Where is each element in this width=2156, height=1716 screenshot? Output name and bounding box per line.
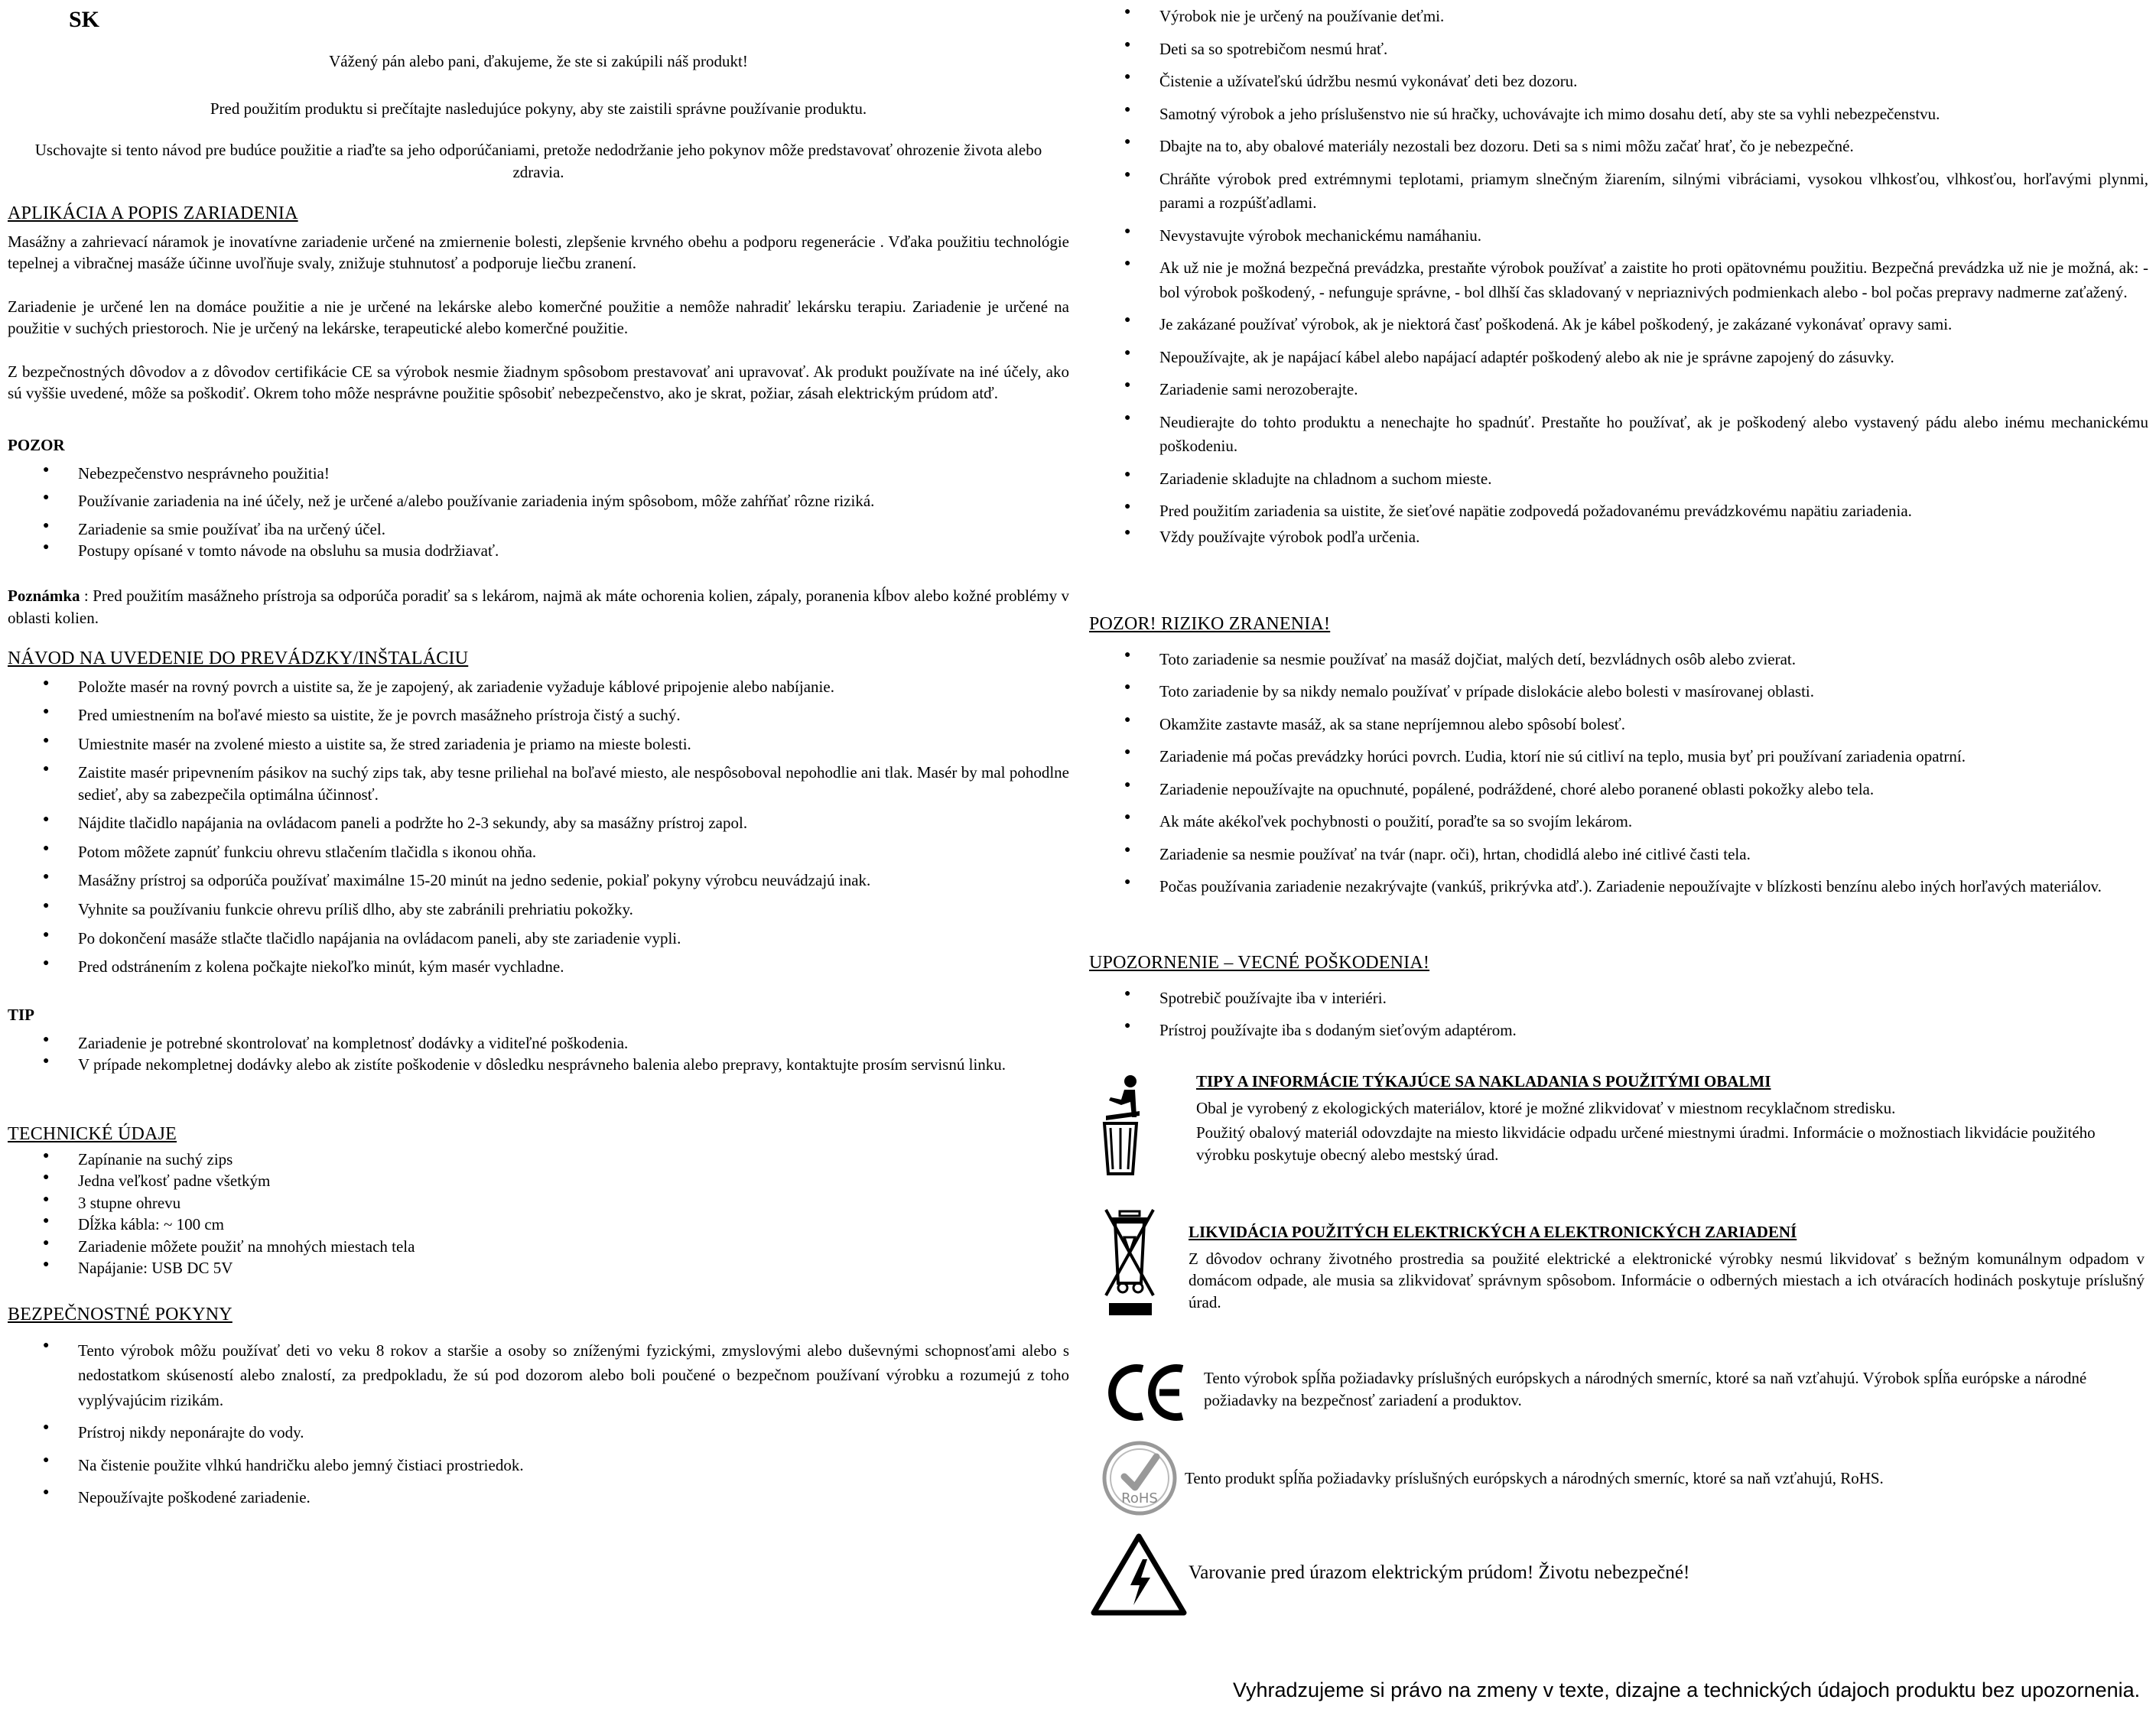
list-item: ● Vždy používajte výrobok podľa určenia. <box>1089 525 2148 550</box>
application-section <box>8 201 1069 405</box>
application-p3: Z bezpečnostných dôvodov a z dôvodov certifikácie CE sa výrobok nesmie žiadnym spôsobom prestavovať ani upravovať. Ak produkt používate na iné účely, ako sú vyššie uvedené, môže sa poškodiť. Okrem toho môže nesprávne použitie spôsobiť nebezpečenstvo, ako je skrat, požiar, zásah elektrickým prúdom atď. <box>8 362 1069 403</box>
note-label: Poznámka <box>8 587 80 605</box>
list-item: ● Ak máte akékoľvek pochybnosti o použití, poraďte sa so svojím lekárom. <box>1089 810 2148 834</box>
list-item: ● Zariadenie sa nesmie používať na tvár (napr. oči), hrtan, chodidlá alebo iné citlivé časti tela. <box>1089 843 2148 867</box>
tip-section <box>8 1004 1069 1076</box>
greeting: Vážený pán alebo pani, ďakujeme, že ste si zakúpili náš produkt! <box>329 52 748 70</box>
list-item: ● Samotný výrobok a jeho príslušenstvo nie sú hračky, uchovávajte ich mimo dosahu detí, aby ste sa vyhli nebezpečenstvu. <box>1089 102 2148 127</box>
list-item: ● Jedna veľkosť padne všetkým <box>8 1170 1069 1192</box>
property-section <box>1089 951 2148 1043</box>
note <box>8 585 1069 629</box>
caution-list <box>8 463 1069 562</box>
list-item: ● Používanie zariadenia na iné účely, než je určené a/alebo používanie zariadenia iným spôsobom, môže zahŕňať rôzne riziká. <box>8 490 1069 512</box>
injury-section <box>1089 612 2148 899</box>
safety-list <box>8 1338 1069 1510</box>
tech-section <box>8 1122 1069 1279</box>
list-item: ● Postupy opísané v tomto návode na obsluhu sa musia dodržiavať. <box>8 540 1069 562</box>
weee-title: LIKVIDÁCIA POUŽITÝCH ELEKTRICKÝCH A ELEKTRONICKÝCH ZARIADENÍ <box>1189 1223 1797 1241</box>
caution-title: POZOR <box>8 436 65 454</box>
list-item: ● Dĺžka kábla: ~ 100 cm <box>8 1214 1069 1236</box>
ce-mark-icon <box>1104 1363 1189 1422</box>
tip-list <box>8 1032 1069 1076</box>
install-section <box>8 646 1069 978</box>
list-item: ● Toto zariadenie sa nesmie používať na masáž dojčiat, malých detí, bezvládnych osôb alebo zvierat. <box>1089 648 2148 672</box>
list-item: ● Potom môžete zapnúť funkciu ohrevu stlačením tlačidla s ikonou ohňa. <box>8 841 1069 863</box>
tech-list <box>8 1149 1069 1279</box>
electric-text: Varovanie pred úrazom elektrickým prúdom! Životu nebezpečné! <box>1189 1562 1690 1583</box>
list-item: ● Ak už nie je možná bezpečná prevádzka, prestaňte výrobok používať a zaistite ho proti opätovnému použitiu. Bezpečná prevádzka už nie je možná, ak: - bol výrobok poškodený, - nefunguje správne, - bol dlhší čas skladovaný v nepriaznivých podmienkach alebo - bol počas prepravy nadmerne zaťažený. <box>1089 256 2148 304</box>
list-item: ● Pred odstránením z kolena počkajte niekoľko minút, kým masér vychladne. <box>8 956 1069 978</box>
list-item: ● Zariadenie sa smie používať iba na určený účel. <box>8 518 1069 541</box>
list-item: ● Zariadenie môžete použiť na mnohých miestach tela <box>8 1236 1069 1258</box>
list-item: ● Masážny prístroj sa odporúča používať maximálne 15-20 minút na jedno sedenie, pokiaľ pokyny výrobcu neuvádzajú inak. <box>8 869 1069 892</box>
list-item: ● Umiestnite masér na zvolené miesto a uistite sa, že stred zariadenia je priamo na mieste bolesti. <box>8 733 1069 756</box>
list-item: ● Nepoužívajte poškodené zariadenie. <box>8 1485 1069 1510</box>
packaging-title: TIPY A INFORMÁCIE TÝKAJÚCE SA NAKLADANIA S POUŽITÝMI OBALMI <box>1196 1072 1771 1090</box>
list-item: ● 3 stupne ohrevu <box>8 1192 1069 1214</box>
list-item: ● Po dokončení masáže stlačte tlačidlo napájania na ovládacom paneli, aby ste zariadenie vypli. <box>8 928 1069 950</box>
injury-title: POZOR! RIZIKO ZRANENIA! <box>1089 614 1331 634</box>
list-item: ● Zapínanie na suchý zips <box>8 1149 1069 1171</box>
ce-text: Tento výrobok spĺňa požiadavky príslušných európskych a národných smerníc, ktoré sa naň vzťahujú. Výrobok spĺňa európske a národné požiadavky na bezpečnosť zariadení a produktov. <box>1204 1369 2087 1409</box>
injury-list <box>1089 648 2148 899</box>
list-item: ● Prístroj nikdy neponárajte do vody. <box>8 1420 1069 1445</box>
tech-title: TECHNICKÉ ÚDAJE <box>8 1124 177 1144</box>
list-item: ● Zariadenie skladujte na chladnom a suchom mieste. <box>1089 467 2148 492</box>
list-item: ● Zaistite masér pripevnením pásikov na suchý zips tak, aby tesne priliehal na boľavé miesto, ale nespôsoboval nepohodlie ani tlak. Masér by mal pohodlne sedieť, aby sa zabezpečila optimálna účinnosť. <box>8 762 1069 805</box>
recycle-bin-person-icon <box>1098 1074 1141 1175</box>
install-list <box>8 676 1069 978</box>
crossed-out-bin-icon <box>1103 1207 1156 1318</box>
list-item: ● Napájanie: USB DC 5V <box>8 1257 1069 1279</box>
list-item: ● Položte masér na rovný povrch a uistite sa, že je zapojený, ak zariadenie vyžaduje káblové pripojenie alebo nabíjanie. <box>8 676 1069 698</box>
list-item: ● Nebezpečenstvo nesprávneho použitia! <box>8 463 1069 485</box>
list-item: ● Nájdite tlačidlo napájania na ovládacom paneli a podržte ho 2-3 sekundy, aby sa masážny prístroj zapol. <box>8 812 1069 834</box>
list-item: ● Prístroj používajte iba s dodaným sieťovým adaptérom. <box>1089 1019 2148 1043</box>
weee-text: Z dôvodov ochrany životného prostredia sa použité elektrické a elektronické výrobky nesmú likvidovať s bežným komunálnym odpadom v domácom odpade, ale musia sa zlikvidovať správnym spôsobom. Informácie o odberných miestach a ich otváracích hodinách poskytuje príslušný úrad. <box>1189 1249 2145 1311</box>
list-item: ● Zariadenie má počas prevádzky horúci povrch. Ľudia, ktorí nie sú citliví na teplo, musia byť pri používaní zariadenia opatrní. <box>1089 745 2148 769</box>
rohs-mark-label: RoHS <box>1121 1490 1158 1506</box>
list-item: ● Tento výrobok môžu používať deti vo veku 8 rokov a staršie a osoby so zníženými fyzickými, zmyslovými alebo duševnými schopnosťami alebo s nedostatkom skúseností alebo znalostí, za predpokladu, že sú pod dozorom alebo boli poučené o bezpečnom používaní výrobku a rozumejú z toho vyplývajúcim rizikám. <box>8 1338 1069 1413</box>
list-item: ● Spotrebič používajte iba v interiéri. <box>1089 986 2148 1011</box>
list-item: ● Toto zariadenie by sa nikdy nemalo používať v prípade dislokácie alebo bolesti v masírovanej oblasti. <box>1089 680 2148 704</box>
list-item: ● Pred umiestnením na boľavé miesto sa uistite, že je povrch masážneho prístroja čistý a suchý. <box>8 704 1069 726</box>
install-title: NÁVOD NA UVEDENIE DO PREVÁDZKY/INŠTALÁCIU <box>8 648 469 668</box>
list-item: ● Je zakázané používať výrobok, ak je niektorá časť poškodená. Ak je kábel poškodený, je zakázané vykonávať opravy sami. <box>1089 313 2148 337</box>
tip-title: TIP <box>8 1006 35 1024</box>
list-item: ● Zariadenie sami nerozoberajte. <box>1089 378 2148 402</box>
property-list <box>1089 986 2148 1043</box>
safety-title: BEZPEČNOSTNÉ POKYNY <box>8 1305 233 1324</box>
list-item: ● Počas používania zariadenie nezakrývajte (vankúš, prikrývka atď.). Zariadenie nepoužívajte v blízkosti benzínu alebo iných horľavých materiálov. <box>1089 875 2148 899</box>
list-item: ● Výrobok nie je určený na používanie deťmi. <box>1089 5 2148 29</box>
property-title: UPOZORNENIE – VECNÉ POŠKODENIA! <box>1089 953 1430 973</box>
list-item: ● Zariadenie nepoužívajte na opuchnuté, popálené, podráždené, choré alebo poranené oblasti pokožky alebo tela. <box>1089 778 2148 802</box>
list-item: ● Čistenie a užívateľskú údržbu nesmú vykonávať deti bez dozoru. <box>1089 70 2148 94</box>
application-p2: Zariadenie je určené len na domáce použitie a nie je určené na lekárske alebo komerčné použitie a nemôže nahradiť lekársku terapiu. Zariadenie je určené na použitie v suchých priestoroch. Nie je určený na lekárske, terapeutické alebo komerčné použitie. <box>8 297 1069 338</box>
application-title: APLIKÁCIA A POPIS ZARIADENIA <box>8 203 298 223</box>
list-item: ● Pred použitím zariadenia sa uistite, že sieťové napätie zodpovedá požadovanému prevádzkovému napätiu zariadenia. <box>1089 499 2148 524</box>
rohs-text: Tento produkt spĺňa požiadavky príslušných európskych a národných smerníc, ktoré sa naň vzťahujú, RoHS. <box>1185 1469 1884 1487</box>
safety-section <box>8 1302 1069 1510</box>
application-p1: Masážny a zahrievací náramok je inovatívne zariadenie určené na zmiernenie bolesti, zlepšenie krvného obehu a podporu regenerácie . Vďaka použitiu technológie tepelnej a vibračnej masáže účinne uvoľňuje svaly, znižuje stuhnutosť a podporuje liečbu zranení. <box>8 232 1069 273</box>
list-item: ● V prípade nekompletnej dodávky alebo ak zistíte poškodenie v dôsledku nesprávneho balenia alebo prepravy, kontaktujte prosím servisnú linku. <box>8 1054 1069 1076</box>
language-code: SK <box>69 7 100 32</box>
weee-section <box>1189 1221 2145 1313</box>
packaging-p1: Obal je vyrobený z ekologických materiálov, ktoré je možné zlikvidovať v miestnom recyklačnom stredisku. <box>1196 1098 1896 1117</box>
list-item: ● Neudierajte do tohto produktu a nenechajte ho spadnúť. Prestaňte ho používať, ak je poškodený alebo vystavený pádu alebo inému mechanickému poškodeniu. <box>1089 411 2148 459</box>
list-item: ● Chráňte výrobok pred extrémnymi teplotami, priamym slnečným žiarením, silnými vibráciami, vysokou vlhkosťou, vlhkosťou, horľavými plynmi, parami a rozpúšťadlami. <box>1089 167 2148 216</box>
list-item: ● Na čistenie použite vlhkú handričku alebo jemný čistiaci prostriedok. <box>8 1453 1069 1478</box>
list-item: ● Dbajte na to, aby obalové materiály nezostali bez dozoru. Deti sa s nimi môžu začať hrať, čo je nebezpečné. <box>1089 135 2148 159</box>
list-item: ● Deti sa so spotrebičom nesmú hrať. <box>1089 37 2148 62</box>
caution-section <box>8 434 1069 562</box>
packaging-p2: Použitý obalový materiál odovzdajte na miesto likvidácie odpadu určené miestnymi úradmi. Informácie o možnostiach likvidácie použitého výrobku poskytuje obecný alebo mestský úrad. <box>1196 1123 2096 1164</box>
packaging-section <box>1196 1071 2145 1165</box>
note-text: : Pred použitím masážneho prístroja sa odporúča poradiť sa s lekárom, najmä ak máte ochorenia kolien, zápaly, poranenia kĺbov alebo kožné problémy v oblasti kolien. <box>8 587 1069 627</box>
list-item: ● Nepoužívajte, ak je napájací kábel alebo napájací adaptér poškodený alebo ak nie je správne zapojený do zásuvky. <box>1089 346 2148 370</box>
list-item: ● Zariadenie je potrebné skontrolovať na kompletnosť dodávky a viditeľné poškodenia. <box>8 1032 1069 1055</box>
safety-list-continued <box>1089 5 2148 549</box>
electric-shock-warning-icon <box>1089 1532 1189 1617</box>
read-instructions: Pred použitím produktu si prečítajte nasledujúce pokyny, aby ste zaistili správne používanie produktu. <box>210 99 867 118</box>
rohs-mark-icon <box>1101 1440 1178 1516</box>
list-item: ● Okamžite zastavte masáž, ak sa stane nepríjemnou alebo spôsobí bolesť. <box>1089 713 2148 737</box>
list-item: ● Vyhnite sa používaniu funkcie ohrevu príliš dlho, aby ste zabránili prehriatiu pokožky. <box>8 899 1069 921</box>
disclaimer-footer: Vyhradzujeme si právo na zmeny v texte, dizajne a technických údajoch produktu bez upozornenia. <box>1233 1679 2141 1701</box>
list-item: ● Nevystavujte výrobok mechanickému namáhaniu. <box>1089 224 2148 249</box>
keep-instructions: Uschovajte si tento návod pre budúce použitie a riaďte sa jeho odporúčaniami, pretože nedodržanie jeho pokynov môže predstavovať ohrozenie života alebo zdravia. <box>34 141 1042 181</box>
